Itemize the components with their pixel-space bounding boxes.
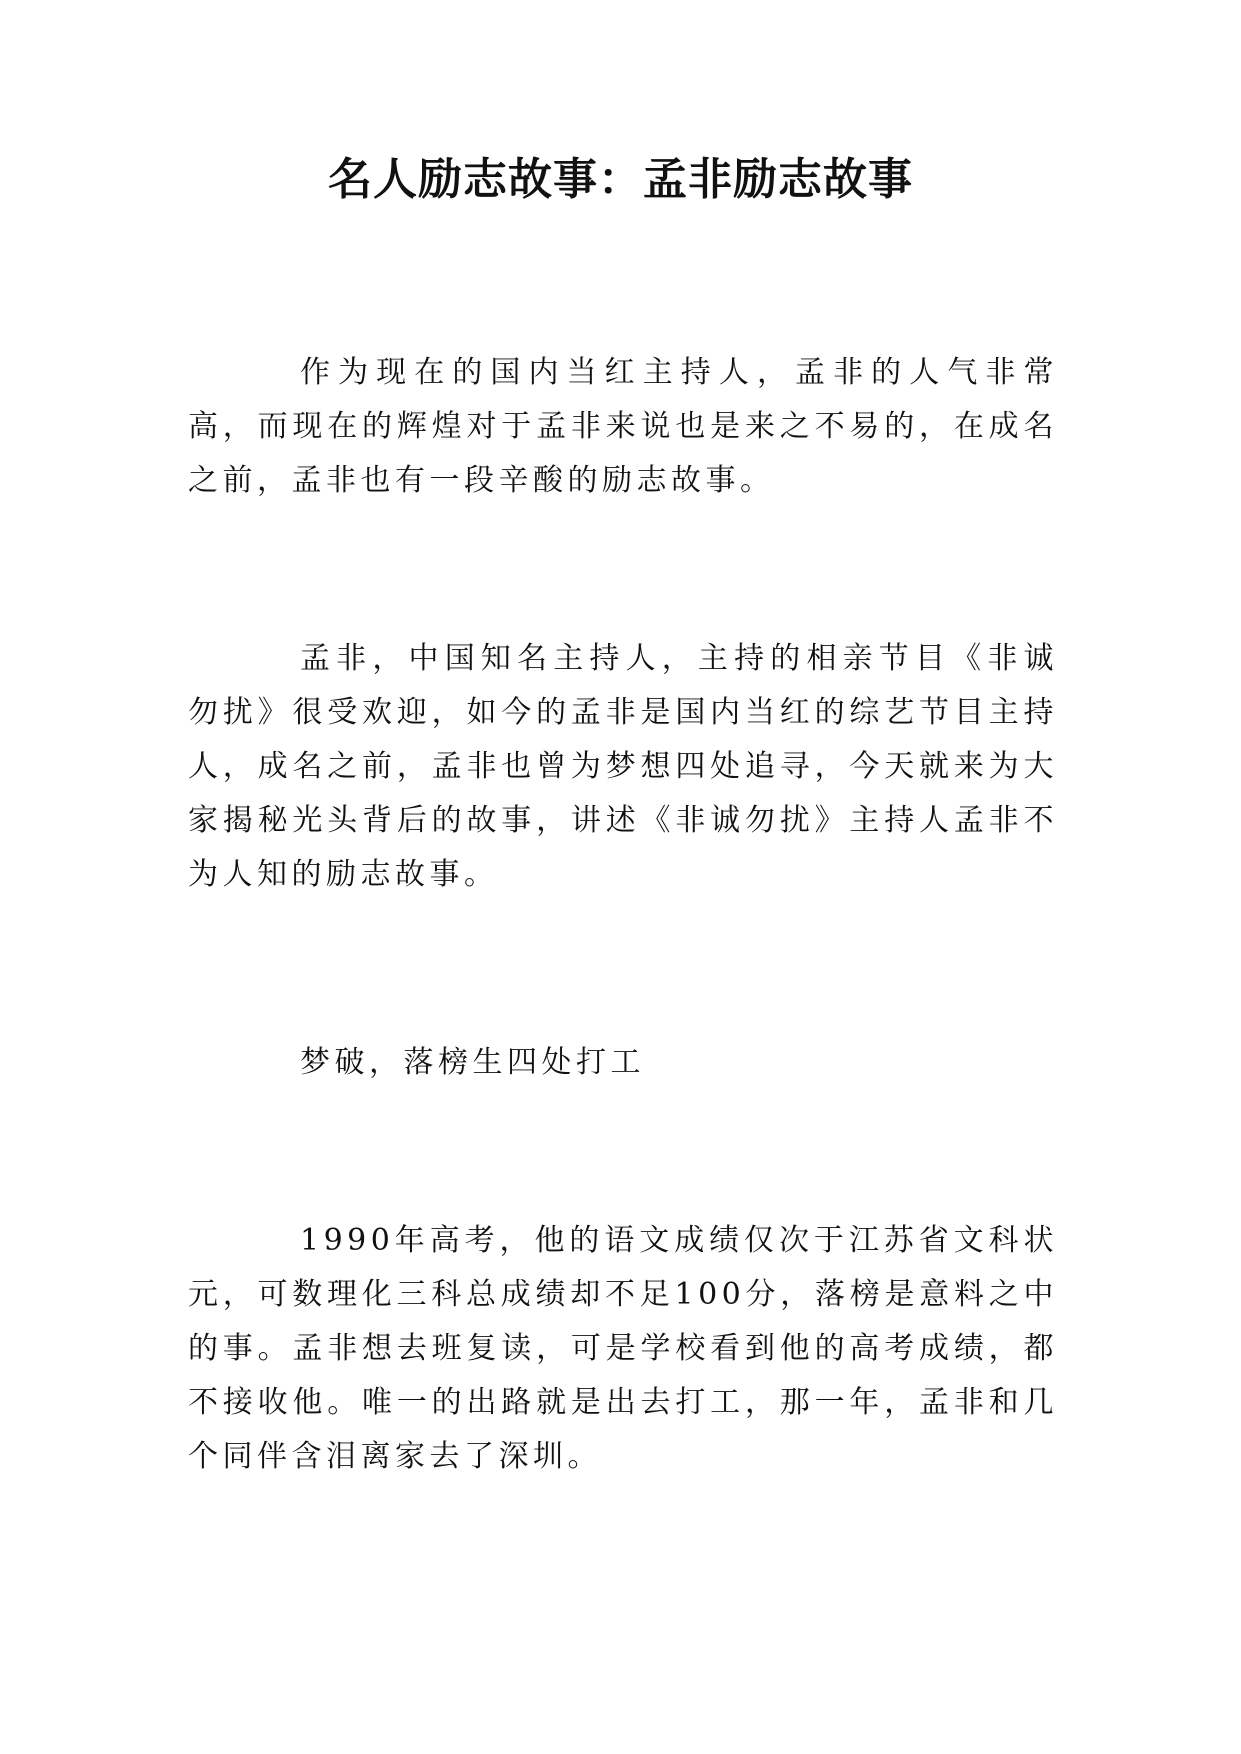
section-heading: 梦破，落榜生四处打工 [300, 1045, 645, 1080]
document-title: 名人励志故事：孟非励志故事 [328, 154, 913, 205]
paragraph-background: 孟非，中国知名主持人，主持的相亲节目《非诚勿扰》很受欢迎，如今的孟非是国内当红的综艺节目主持人，成名之前，孟非也曾为梦想四处追寻，今天就来为大家揭秘光头背后的故事，讲述《非诚勿扰》主持人孟非不为人知的励志故事。 [188, 641, 1058, 892]
paragraph-gaokao: 1990年高考，他的语文成绩仅次于江苏省文科状元，可数理化三科总成绩却不足100分，落榜是意料之中的事。孟非想去班复读，可是学校看到他的高考成绩，都不接收他。唯一的出路就是出去打工，那一年，孟非和几个同伴含泪离家去了深圳。 [188, 1223, 1058, 1474]
paragraph-intro: 作为现在的国内当红主持人，孟非的人气非常高，而现在的辉煌对于孟非来说也是来之不易的，在成名之前，孟非也有一段辛酸的励志故事。 [188, 355, 1058, 498]
